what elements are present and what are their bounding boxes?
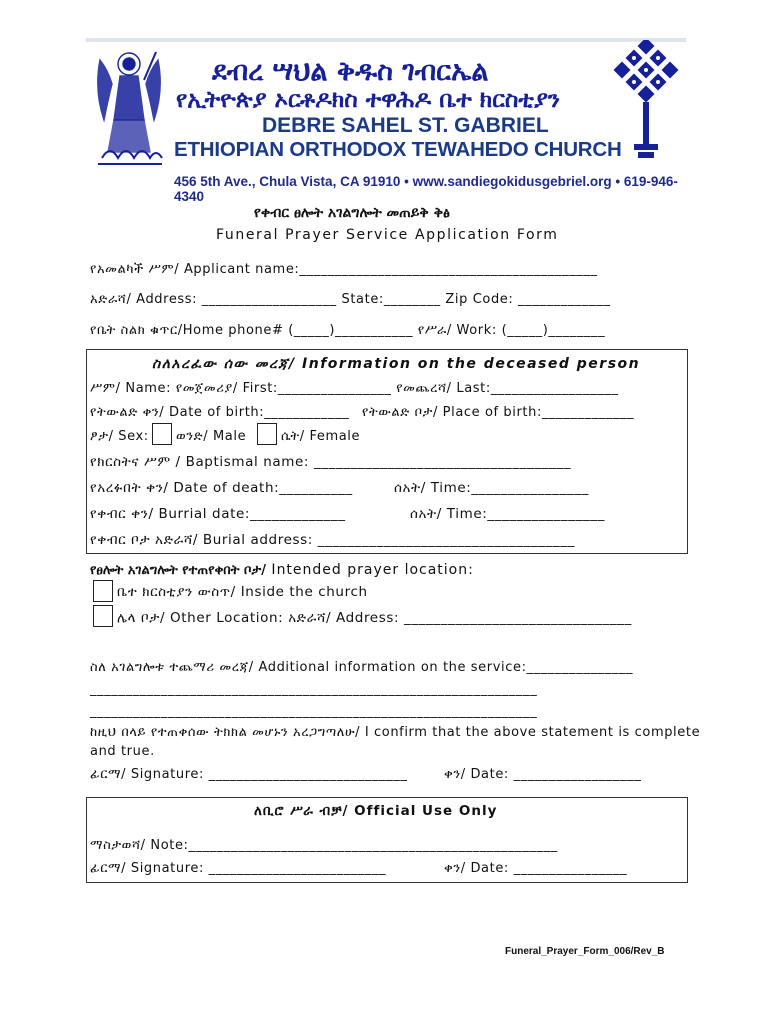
burial-time-field[interactable]: ሰአት/ Time:________________ bbox=[410, 506, 605, 522]
official-signature-field[interactable]: ፊርማ/ Signature: _________________________ bbox=[90, 861, 387, 876]
other-location-checkbox[interactable] bbox=[93, 605, 113, 627]
church-name-english-2: ETHIOPIAN ORTHODOX TEWAHEDO CHURCH bbox=[174, 138, 622, 161]
church-letterhead bbox=[86, 38, 686, 204]
applicant-phone-fields[interactable]: የቤት ስልክ ቁጥር/Home phone# (_____)___________ የሥራ/ Work: (_____)________ bbox=[90, 323, 606, 338]
location-title-english: Intended prayer location: bbox=[265, 562, 474, 578]
applicant-date-field[interactable]: ቀን/ Date: __________________ bbox=[444, 767, 642, 782]
deceased-section-box bbox=[86, 349, 688, 554]
church-contact-line: 456 5th Ave., Chula Vista, CA 91910 • www.sandiegokidusgebriel.org • 619-946-4340 bbox=[174, 174, 678, 204]
sex-label: ፆታ/ Sex: bbox=[90, 429, 149, 444]
st-gabriel-icon bbox=[90, 40, 168, 170]
form-revision-id: Funeral_Prayer_Form_006/Rev_B bbox=[505, 946, 665, 957]
official-use-title: ለቢሮ ሥራ ብቻ/ Official Use Only bbox=[254, 803, 498, 819]
death-time-field[interactable]: ሰአት/ Time:________________ bbox=[394, 480, 589, 496]
official-date-field[interactable]: ቀን/ Date: ________________ bbox=[444, 861, 628, 876]
deceased-section-title: ስለአረፈው ሰው መረጃ/ Information on the deceased person bbox=[152, 356, 641, 372]
location-title-amharic: የፀሎት አገልግሎት የተጠየቀበት ቦታ/ bbox=[90, 563, 266, 578]
church-name-amharic-2: የኢትዮጵያ ኦርቶዶክስ ተዋሕዶ ቤተ ክርስቲያን bbox=[176, 86, 560, 113]
male-checkbox[interactable] bbox=[152, 423, 172, 445]
ethiopian-cross-icon bbox=[612, 40, 680, 166]
header-divider bbox=[86, 38, 686, 42]
additional-info-field[interactable]: ስለ አገልግሎቱ ተጨማሪ መረጃ/ Additional information on the service:_______________ bbox=[90, 660, 634, 675]
burial-address-field[interactable]: የቀብር ቦታ አድራሻ/ Burial address: ___________________________________ bbox=[90, 532, 576, 548]
burial-date-field[interactable]: የቀብር ቀን/ Burrial date:_____________ bbox=[90, 506, 346, 522]
applicant-signature-field[interactable]: ፊርማ/ Signature: ____________________________ bbox=[90, 767, 408, 782]
applicant-address-field[interactable]: አድራሻ/ Address: ___________________ State:________ Zip Code: _____________ bbox=[90, 292, 611, 307]
official-note-field[interactable]: ማስታወሻ/ Note:____________________________________________________ bbox=[90, 838, 558, 853]
other-location-field[interactable]: ሌላ ቦታ/ Other Location: አድራሻ/ Address: _______________________________ bbox=[117, 610, 632, 626]
additional-info-blank-1[interactable]: _______________________________________________________________ bbox=[90, 682, 538, 697]
deceased-name-field[interactable]: ሥም/ Name: የመጀመሪያ/ First:________________ የመጨረሻ/ Last:__________________ bbox=[90, 381, 619, 396]
form-title-english: Funeral Prayer Service Application Form bbox=[216, 227, 559, 243]
confirm-statement-line2: and true. bbox=[90, 744, 155, 759]
church-name-amharic-1: ደብረ ሣህል ቅዱስ ገብርኤል bbox=[212, 56, 489, 87]
female-checkbox[interactable] bbox=[257, 423, 277, 445]
applicant-name-field[interactable]: የአመልካች ሥም/ Applicant name:__________________________________________ bbox=[90, 262, 598, 277]
deceased-dob-field[interactable]: የትውልድ ቀን/ Date of birth:____________ bbox=[90, 405, 350, 420]
church-name-english-1: DEBRE SAHEL ST. GABRIEL bbox=[262, 114, 549, 137]
baptismal-name-field[interactable]: የክርስትና ሥም / Baptismal name: ___________________________________ bbox=[90, 454, 572, 470]
location-title bbox=[90, 559, 474, 578]
deceased-pob-field[interactable]: የትውልድ ቦታ/ Place of birth:_____________ bbox=[362, 405, 635, 420]
form-title-amharic: የቀብር ፀሎት አገልግሎት መጠይቅ ቅፅ bbox=[254, 205, 450, 221]
additional-info-blank-2[interactable]: _______________________________________________________________ bbox=[90, 704, 538, 719]
confirm-statement-line1: ከዚህ በላይ የተጠቀሰው ትክክል መሆኑን አረጋግጣለሁ/ I confirm that the above statement is complete bbox=[90, 725, 701, 740]
male-label: ወንድ/ Male bbox=[176, 429, 247, 444]
death-date-field[interactable]: የአረፉበት ቀን/ Date of death:__________ bbox=[90, 480, 353, 496]
inside-church-label: ቤተ ክርስቲያን ውስጥ/ Inside the church bbox=[117, 584, 368, 600]
female-label: ሴት/ Female bbox=[281, 429, 361, 444]
inside-church-checkbox[interactable] bbox=[93, 580, 113, 602]
